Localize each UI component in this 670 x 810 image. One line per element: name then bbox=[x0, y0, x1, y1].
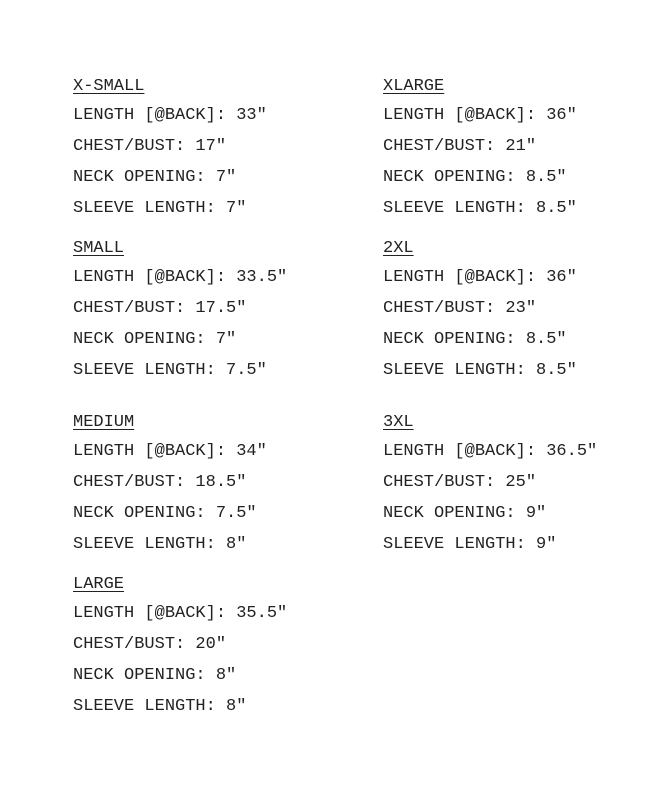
size-title: SMALL bbox=[73, 239, 125, 258]
size-block-xlarge bbox=[383, 74, 670, 224]
chest-line: CHEST/BUST: 21" bbox=[383, 137, 537, 156]
size-block-2xl bbox=[383, 236, 670, 386]
size-title: 2XL bbox=[383, 239, 414, 258]
neck-line: NECK OPENING: 9" bbox=[383, 504, 547, 523]
neck-line: NECK OPENING: 7" bbox=[73, 168, 237, 187]
sleeve-line: SLEEVE LENGTH: 8.5" bbox=[383, 199, 577, 218]
size-title: MEDIUM bbox=[73, 413, 135, 432]
sleeve-line: SLEEVE LENGTH: 9" bbox=[383, 535, 557, 554]
size-block-3xl bbox=[383, 410, 670, 560]
size-title: XLARGE bbox=[383, 77, 445, 96]
size-block-large bbox=[73, 572, 373, 722]
size-title: 3XL bbox=[383, 413, 414, 432]
sleeve-line: SLEEVE LENGTH: 8" bbox=[73, 697, 247, 716]
sleeve-line: SLEEVE LENGTH: 7.5" bbox=[73, 361, 267, 380]
size-block-x-small bbox=[73, 74, 373, 224]
size-column-right bbox=[383, 74, 670, 560]
length-line: LENGTH [@BACK]: 36" bbox=[383, 268, 577, 287]
sleeve-line: SLEEVE LENGTH: 8" bbox=[73, 535, 247, 554]
neck-line: NECK OPENING: 8.5" bbox=[383, 330, 567, 349]
length-line: LENGTH [@BACK]: 35.5" bbox=[73, 604, 288, 623]
length-line: LENGTH [@BACK]: 33.5" bbox=[73, 268, 288, 287]
size-title: LARGE bbox=[73, 575, 125, 594]
size-column-left bbox=[73, 74, 373, 722]
size-block-medium bbox=[73, 410, 373, 560]
size-title: X-SMALL bbox=[73, 77, 145, 96]
sleeve-line: SLEEVE LENGTH: 7" bbox=[73, 199, 247, 218]
length-line: LENGTH [@BACK]: 33" bbox=[73, 106, 267, 125]
chest-line: CHEST/BUST: 17.5" bbox=[73, 299, 247, 318]
chest-line: CHEST/BUST: 25" bbox=[383, 473, 537, 492]
chest-line: CHEST/BUST: 17" bbox=[73, 137, 227, 156]
neck-line: NECK OPENING: 7.5" bbox=[73, 504, 257, 523]
length-line: LENGTH [@BACK]: 36" bbox=[383, 106, 577, 125]
length-line: LENGTH [@BACK]: 34" bbox=[73, 442, 267, 461]
sleeve-line: SLEEVE LENGTH: 8.5" bbox=[383, 361, 577, 380]
chest-line: CHEST/BUST: 23" bbox=[383, 299, 537, 318]
chest-line: CHEST/BUST: 20" bbox=[73, 635, 227, 654]
neck-line: NECK OPENING: 7" bbox=[73, 330, 237, 349]
size-block-small bbox=[73, 236, 373, 386]
neck-line: NECK OPENING: 8.5" bbox=[383, 168, 567, 187]
length-line: LENGTH [@BACK]: 36.5" bbox=[383, 442, 598, 461]
neck-line: NECK OPENING: 8" bbox=[73, 666, 237, 685]
chest-line: CHEST/BUST: 18.5" bbox=[73, 473, 247, 492]
